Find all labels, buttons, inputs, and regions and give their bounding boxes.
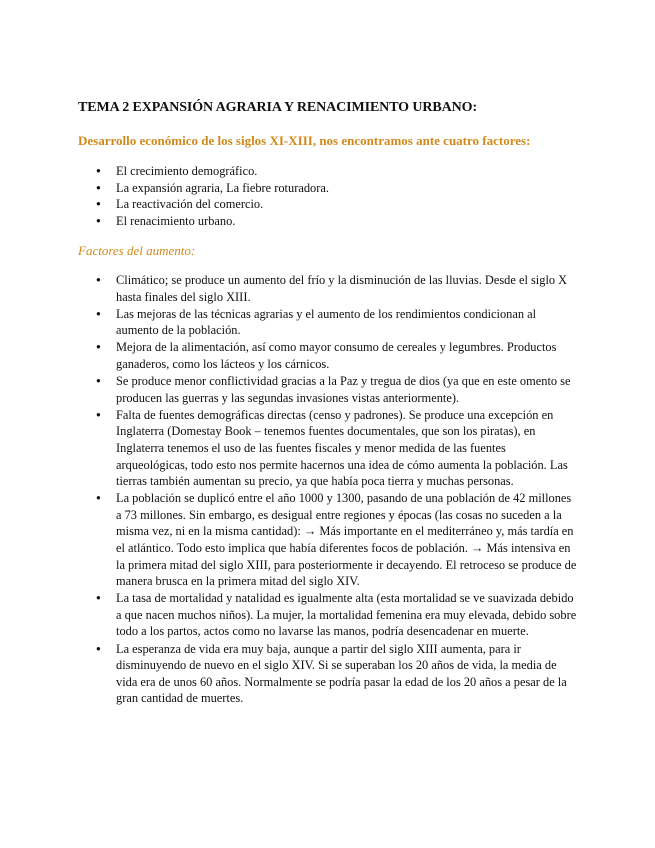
- list-item: ● Mejora de la alimentación, así como mayor consumo de cereales y legumbres. Productos ganaderos, como los lácteos y los cárnicos.: [78, 339, 578, 372]
- list-item: ● Climático; se produce un aumento del frío y la disminución de las lluvias. Desde el siglo X hasta finales del siglo XIII.: [78, 272, 578, 305]
- list-item: ● El crecimiento demográfico.: [78, 163, 578, 180]
- list-item: ● La población se duplicó entre el año 1000 y 1300, pasando de una población de 42 millones a 73 millones. Sin embargo, es desigual entre regiones y épocas (las cosas no suceden a la misma vez, ni en la misma cantidad): → Más importante en el mediterráneo y, más tardía en el atlántico. Todo esto implica que había diferentes focos de población. → Más intensiva en la primera mitad del siglo XIII, para posteriormente ir decayendo. El retroceso se produce de manera brusca en la primera mitad del siglo XIV.: [78, 490, 578, 590]
- list-item: ● Las mejoras de las técnicas agrarias y el aumento de los rendimientos condicionan al aumento de la población.: [78, 306, 578, 339]
- list-item: ● Se produce menor conflictividad gracias a la Paz y tregua de dios (ya que en este omento se producen las guerras y las segundas invasiones vistas anteriormente).: [78, 373, 578, 406]
- list-item: ● El renacimiento urbano.: [78, 213, 578, 230]
- document-title: TEMA 2 EXPANSIÓN AGRARIA Y RENACIMIENTO URBANO:: [78, 100, 478, 115]
- factors-heading: Factores del aumento:: [78, 243, 196, 258]
- details-list: [78, 272, 578, 707]
- list-item: ● La expansión agraria, La fiebre roturadora.: [78, 180, 578, 197]
- list-item: ● Falta de fuentes demográficas directas (censo y padrones). Se produce una excepción en Inglaterra (Domestay Book – tenemos fuentes documentales, que son los piratas), en Inglaterra tenemos el uso de las fuentes fiscales y menor medida de las fuentes arqueológicas, todo esto nos permite hacernos una idea de cómo aumenta la población. Las tierras también aumentan su precio, ya que había poca tierra y muchas personas.: [78, 407, 578, 490]
- factors-list: [78, 163, 578, 229]
- list-item: ● La tasa de mortalidad y natalidad es igualmente alta (esta mortalidad se ve suavizada debido a que nacen muchos niños). La mujer, la mortalidad femenina era muy elevada, debido sobre todo a los partos, actos como no lavarse las manos, podría desencadenar en muerte.: [78, 590, 578, 640]
- list-item: ● La reactivación del comercio.: [78, 196, 578, 213]
- section-subtitle: Desarrollo económico de los siglos XI-XIII, nos encontramos ante cuatro factores:: [78, 133, 531, 148]
- list-item: ● La esperanza de vida era muy baja, aunque a partir del siglo XIII aumenta, para ir disminuyendo de nuevo en el siglo XIV. Si se superaban los 20 años de vida, la media de vida era de unos 60 años. Normalmente se podría pasar la edad de los 20 años a pesar de la gran cantidad de muertes.: [78, 641, 578, 707]
